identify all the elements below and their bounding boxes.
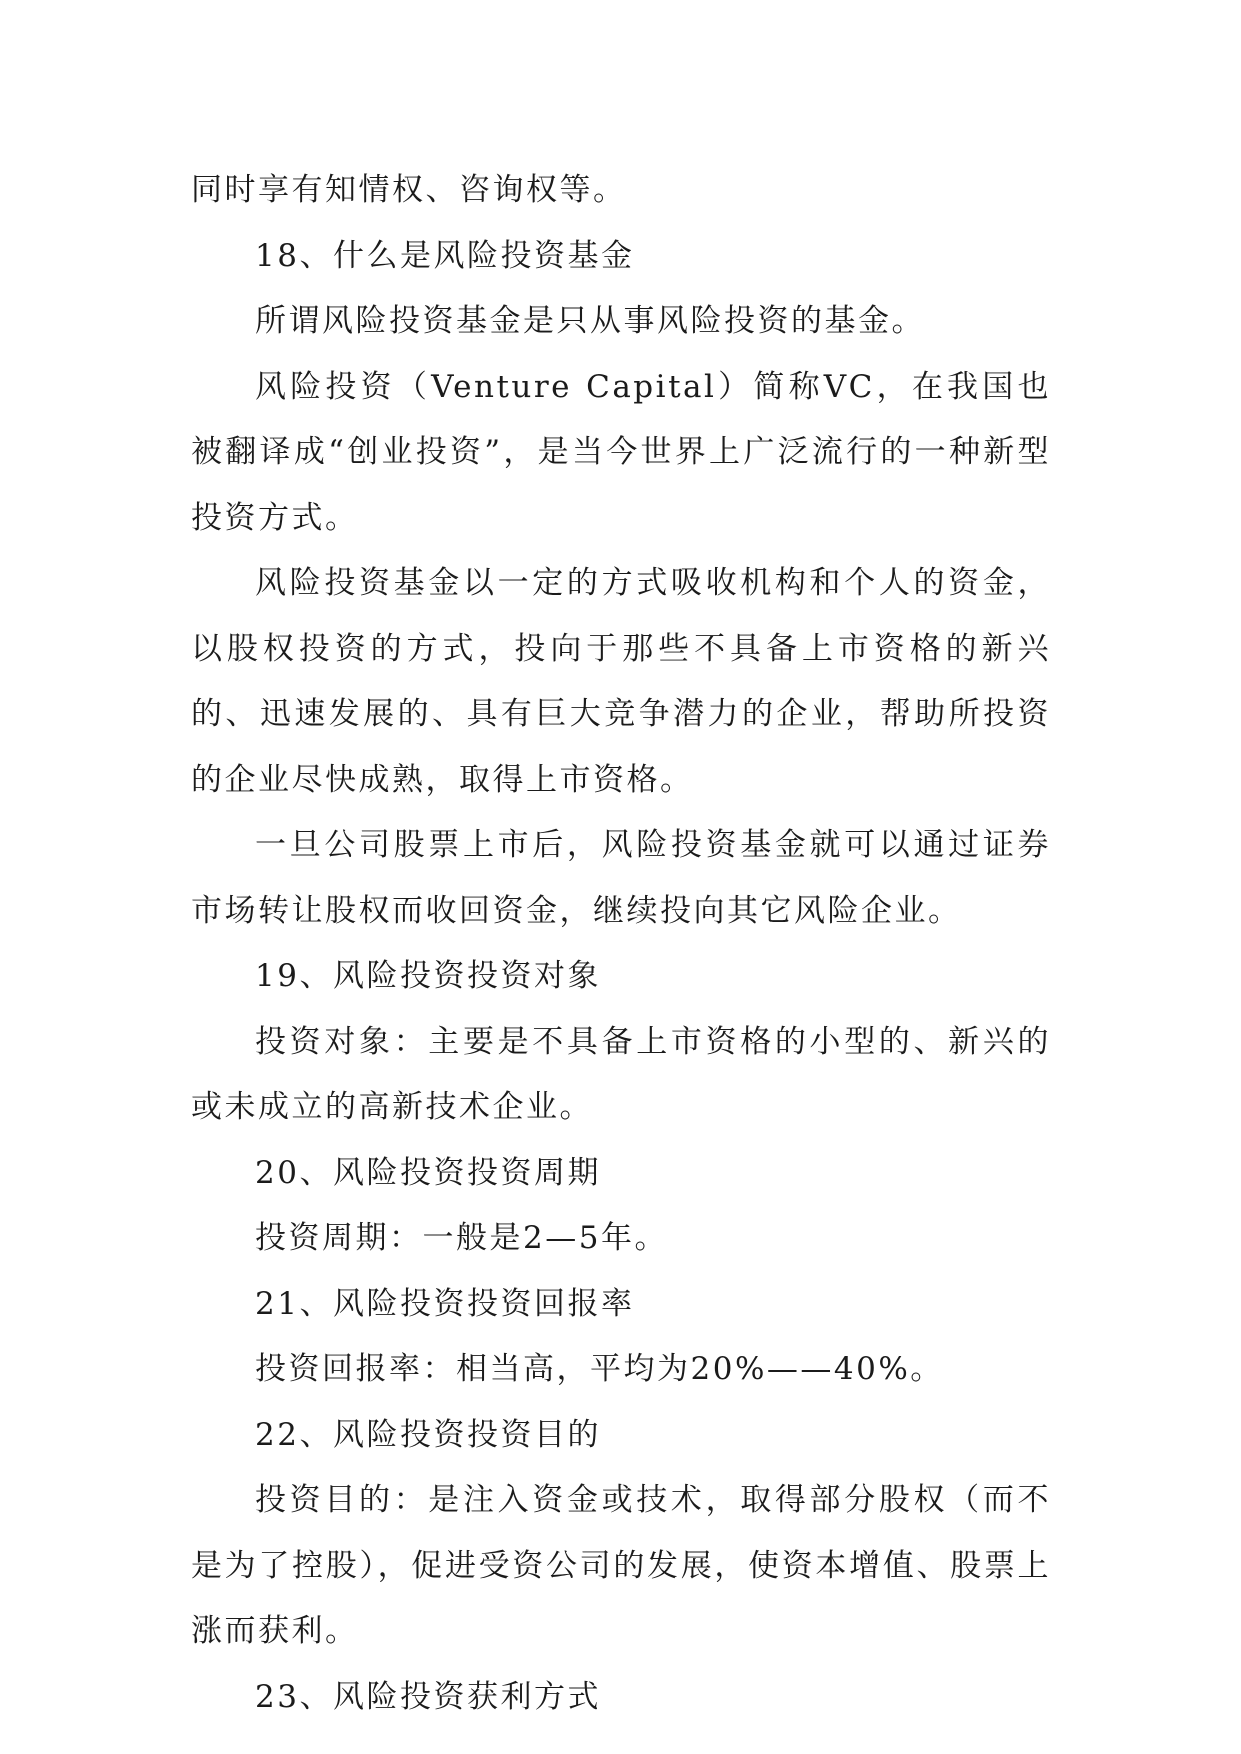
paragraph-vc-definition: 风险投资（Venture Capital）简称VC，在我国也被翻译成“创业投资”，是当今世界上广泛流行的一种新型投资方式。 bbox=[191, 368, 1051, 536]
paragraph-fund-operation: 风险投资基金以一定的方式吸收机构和个人的资金，以股权投资的方式，投向于那些不具备上市资格的新兴的、迅速发展的、具有巨大竞争潜力的企业，帮助所投资的企业尽快成熟，取得上市资格。 bbox=[191, 565, 1051, 798]
document-body bbox=[191, 158, 1051, 1730]
heading-20-investment-period: 20、风险投资投资周期 bbox=[255, 1154, 601, 1191]
paragraph-exit-via-listing: 一旦公司股票上市后，风险投资基金就可以通过证券市场转让股权而收回资金，继续投向其它风险企业。 bbox=[191, 827, 1051, 929]
paragraph-investment-target: 投资对象：主要是不具备上市资格的小型的、新兴的或未成立的高新技术企业。 bbox=[191, 1023, 1051, 1125]
heading-18-venture-fund: 18、什么是风险投资基金 bbox=[255, 237, 635, 274]
paragraph-return-rate: 投资回报率：相当高，平均为20%——40%。 bbox=[255, 1351, 944, 1387]
heading-21-return-rate: 21、风险投资投资回报率 bbox=[255, 1285, 635, 1322]
paragraph-investment-period: 投资周期：一般是2—5年。 bbox=[255, 1220, 668, 1256]
paragraph-fund-definition: 所谓风险投资基金是只从事风险投资的基金。 bbox=[255, 303, 925, 339]
heading-22-investment-purpose: 22、风险投资投资目的 bbox=[255, 1416, 601, 1453]
heading-23-profit-method: 23、风险投资获利方式 bbox=[255, 1678, 601, 1715]
paragraph-investment-purpose: 投资目的：是注入资金或技术，取得部分股权（而不是为了控股），促进受资公司的发展，使资本增值、股票上涨而获利。 bbox=[191, 1482, 1051, 1649]
heading-19-investment-target: 19、风险投资投资对象 bbox=[255, 958, 601, 994]
paragraph-rights-continuation: 同时享有知情权、咨询权等。 bbox=[191, 172, 627, 208]
